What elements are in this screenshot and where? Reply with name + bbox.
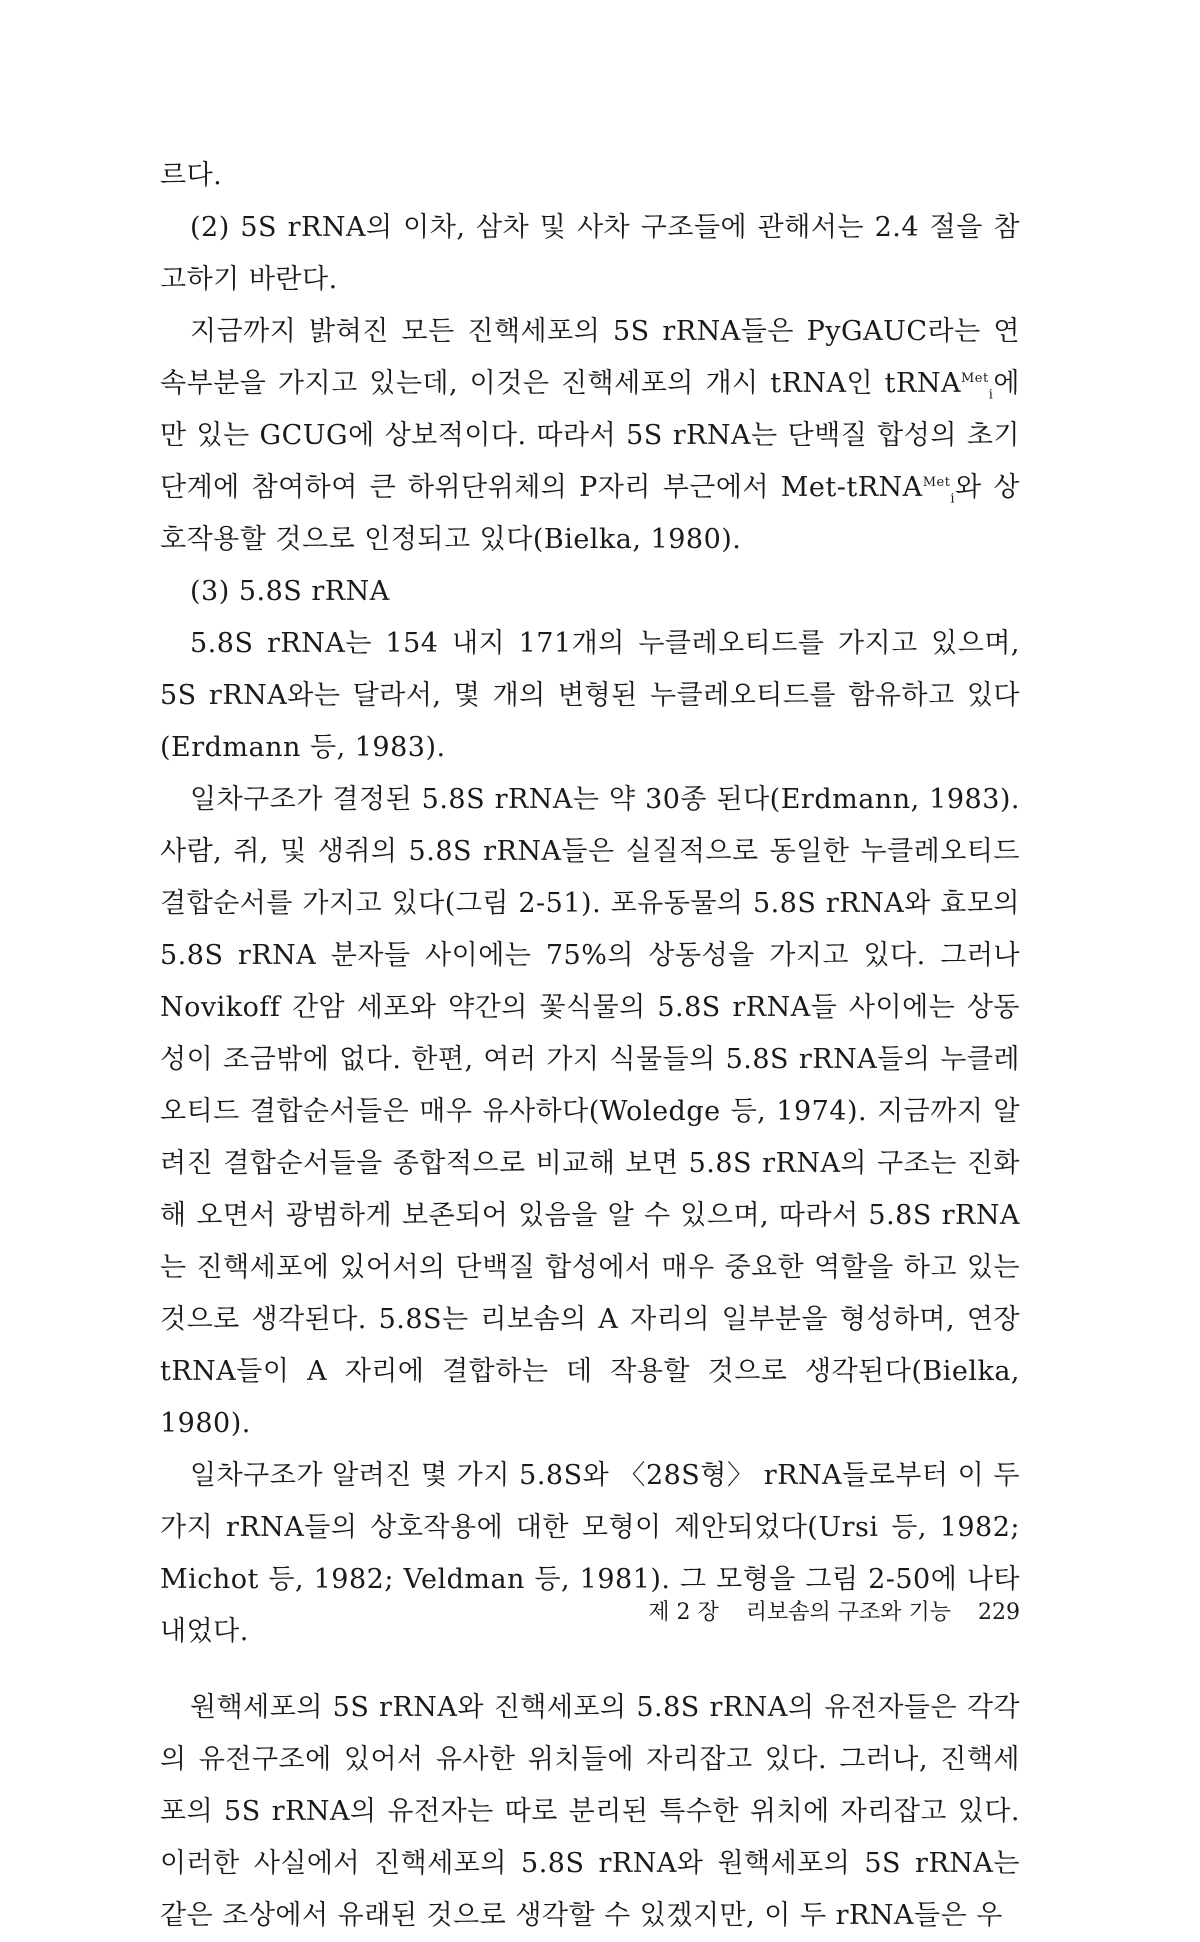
section-heading-5-8s: (3) 5.8S rRNA bbox=[190, 576, 390, 607]
paragraph-5s-part-b: 에만 있는 GCUG에 상보적이다. 따라서 5S rRNA는 단백질 합성의 초기 단계에 참여하여 큰 하위단위체의 P자리 부근에서 Met-tRNA bbox=[160, 368, 1020, 503]
met-trna-superscript: Met bbox=[922, 475, 951, 490]
paragraph-5-8s-nucleotides: 5.8S rRNA는 154 내지 171개의 누클레오티드를 가지고 있으며, 5S rRNA와는 달라서, 몇 개의 변형된 누클레오티드를 함유하고 있다 (Erdmann 등, 1983). bbox=[160, 628, 1020, 763]
paragraph-5-8s-28s-model: 일차구조가 알려진 몇 가지 5.8S와 〈28S형〉 rRNA들로부터 이 두 가지 rRNA들의 상호작용에 대한 모형이 제안되었다(Ursi 등, 1982; Michot 등, 1982; Veldman 등, 1981). 그 모형을 그림 2-50에 나타내었다. bbox=[160, 1460, 1020, 1647]
footer-chapter: 제 2 장 bbox=[648, 1600, 719, 1625]
footer-title: 리보솜의 구조와 기능 bbox=[745, 1600, 951, 1625]
met-trna-subscript: i bbox=[950, 491, 956, 507]
page-footer bbox=[600, 1595, 1020, 1626]
paragraph-5s-part-c: 와 상호작용할 것으로 인정되고 있다(Bielka, 1980). bbox=[160, 472, 1021, 555]
paragraph-5s-rrna-function bbox=[160, 306, 1020, 566]
paragraph-5s-part-a: 지금까지 밝혀진 모든 진핵세포의 5S rRNA들은 PyGAUC라는 연속부분을 가지고 있는데, 이것은 진핵세포의 개시 tRNA인 tRNA bbox=[160, 316, 1020, 399]
paragraph-continuation: 르다. bbox=[160, 160, 223, 191]
body-text bbox=[160, 150, 1020, 1942]
paragraph-prokaryote-comparison: 원핵세포의 5S rRNA와 진핵세포의 5.8S rRNA의 유전자들은 각각의 유전구조에 있어서 유사한 위치들에 자리잡고 있다. 그러나, 진핵세포의 5S rRNA의 유전자는 따로 분리된 특수한 위치에 자리잡고 있다. 이러한 사실에서 진핵세포의 5.8S rRNA와 원핵세포의 5S rRNA는 같은 조상에서 유래된 것으로 생각할 수 있겠지만, 이 두 rRNA들은 우 bbox=[160, 1692, 1020, 1931]
paragraph-2-reference: (2) 5S rRNA의 이차, 삼차 및 사차 구조들에 관해서는 2.4 절을 참고하기 바란다. bbox=[160, 212, 1020, 295]
page-number: 229 bbox=[978, 1600, 1020, 1625]
trna-subscript: i bbox=[988, 387, 994, 403]
paragraph-5-8s-primary-structure: 일차구조가 결정된 5.8S rRNA는 약 30종 된다(Erdmann, 1983). 사람, 쥐, 및 생쥐의 5.8S rRNA들은 실질적으로 동일한 누클레오티드 결합순서를 가지고 있다(그림 2-51). 포유동물의 5.8S rRNA와 효모의 5.8S rRNA 분자들 사이에는 75%의 상동성을 가지고 있다. 그러나 Novikoff 간암 세포와 약간의 꽃식물의 5.8S rRNA들 사이에는 상동성이 조금밖에 없다. 한편, 여러 가지 식물들의 5.8S rRNA들의 누클레오티드 결합순서들은 매우 유사하다(Woledge 등, 1974). 지금까지 알려진 결합순서들을 종합적으로 비교해 보면 5.8S rRNA의 구조는 진화해 오면서 광범하게 보존되어 있음을 알 수 있으며, 따라서 5.8S rRNA는 진핵세포에 있어서의 단백질 합성에서 매우 중요한 역할을 하고 있는 것으로 생각된다. 5.8S는 리보솜의 A 자리의 일부분을 형성하며, 연장 tRNA들이 A 자리에 결합하는 데 작용할 것으로 생각된다(Bielka, 1980). bbox=[160, 784, 1020, 1439]
trna-superscript: Met bbox=[961, 371, 989, 386]
